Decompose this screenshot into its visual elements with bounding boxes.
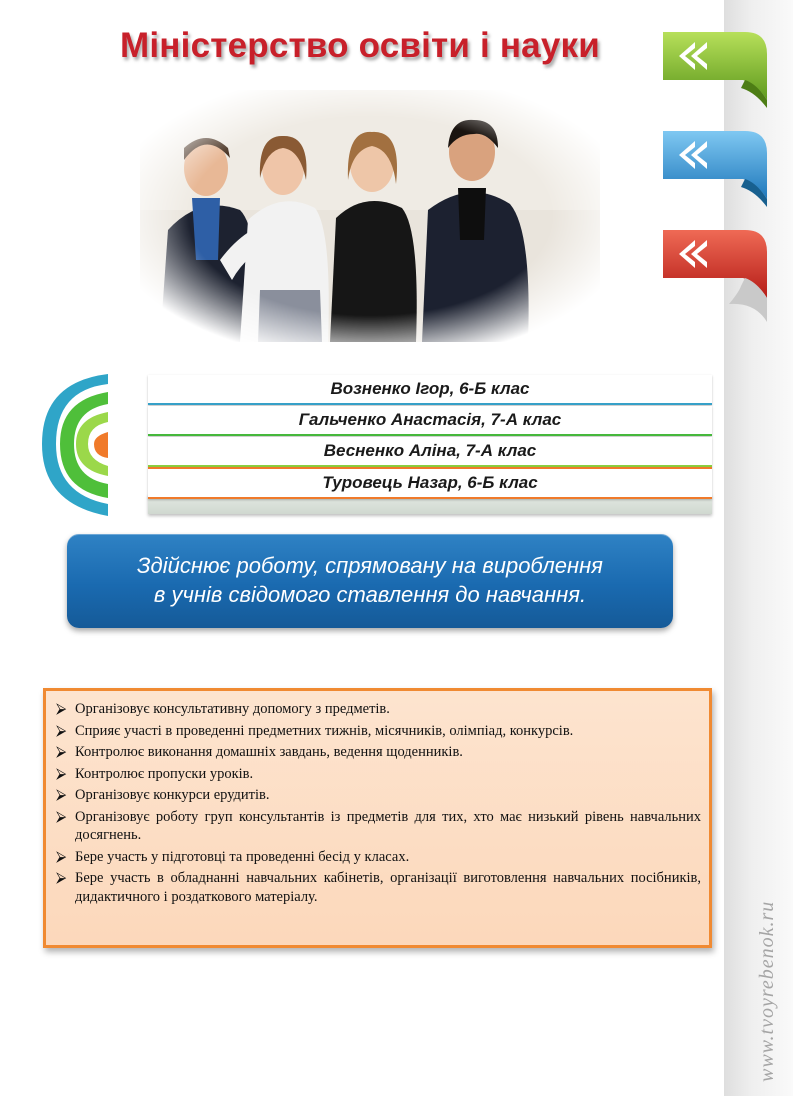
member-row-3: Весненко Аліна, 7-А клас: [148, 437, 712, 467]
duties-list-box: [43, 688, 712, 948]
arrow-bullet-icon: ⮚: [56, 744, 67, 760]
duty-item: ⮚ Організовує консультативну допомогу з предметів.: [56, 701, 390, 717]
mission-line-2: в учнів свідомого ставлення до навчання.: [153, 582, 587, 607]
duty-item: ⮚ Сприяє участі в проведенні предметних тижнів, місячників, олімпіад, конкурсів.: [56, 722, 574, 739]
mission-statement-box: [67, 534, 673, 628]
arrow-bullet-icon: ⮚: [56, 765, 67, 782]
group-photo: [140, 90, 600, 342]
member-row-1: Возненко Ігор, 6-Б клас: [148, 375, 712, 405]
duty-item: ⮚ Організовує роботу груп консультантів із предметів для тих, хто має низький рівень навчальних досягнень.: [56, 808, 701, 843]
arrow-bullet-icon: ⮚: [56, 808, 67, 825]
students-photo-illustration: [140, 90, 600, 342]
red-arrow-tab-icon: [645, 212, 770, 327]
arrow-bullet-icon: ⮚: [56, 787, 67, 803]
duty-item: ⮚ Бере участь у підготовці та проведенні бесід у класах.: [56, 848, 410, 865]
duty-item: ⮚ Контролює пропуски уроків.: [56, 765, 254, 782]
arrow-bullet-icon: ⮚: [56, 701, 67, 717]
duty-item: ⮚ Організовує конкурси ерудитів.: [56, 787, 270, 803]
mission-line-1: Здійснює роботу, спрямовану на вироблення: [137, 553, 603, 578]
member-row-4: Туровець Назар, 6-Б клас: [148, 467, 712, 499]
member-list: [40, 372, 680, 527]
blue-arrow-tab-icon: [645, 113, 770, 208]
site-watermark: www.tvoyrebenok.ru: [756, 900, 778, 1082]
arrow-bullet-icon: ⮚: [56, 848, 67, 865]
page-title: Міністерство освіти і науки: [120, 26, 600, 65]
member-row-2: Гальченко Анастасія, 7-А клас: [148, 406, 712, 436]
arrow-bullet-icon: ⮚: [56, 870, 67, 886]
duty-item: ⮚ Бере участь в обладнанні навчальних кабінетів, організації виготовлення навчальних посібників, дидактичного і роздаткового матеріалу.: [56, 870, 701, 905]
arrow-bullet-icon: ⮚: [56, 722, 67, 739]
duty-item: ⮚ Контролює виконання домашніх завдань, ведення щоденників.: [56, 744, 463, 760]
